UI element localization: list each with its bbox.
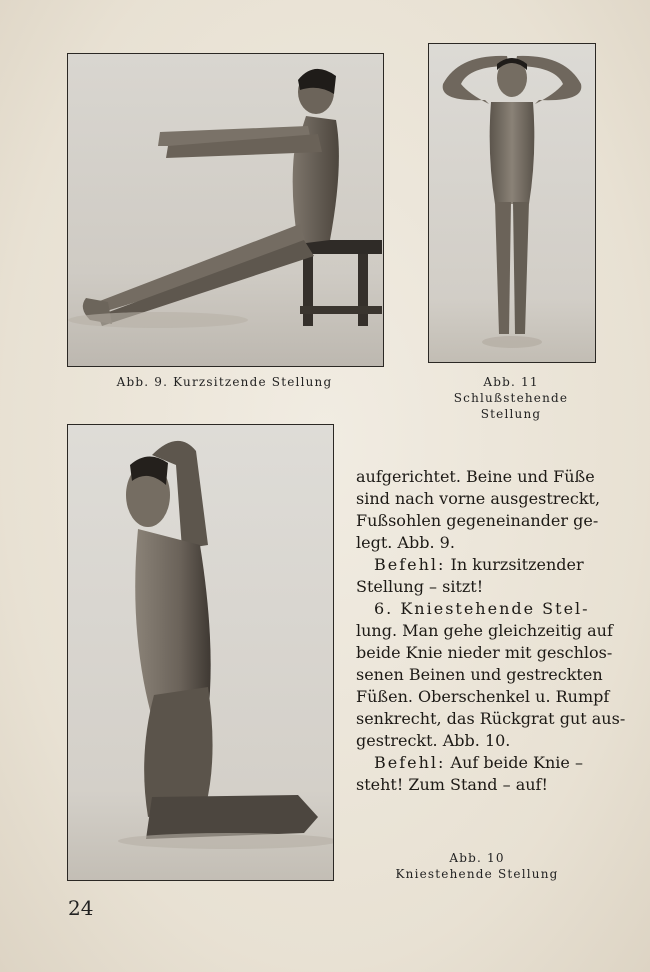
text-line: Fußsohlen gegeneinander ge-: [356, 511, 599, 530]
command2-line1: [356, 752, 596, 774]
command1-line2: Stellung – sitzt!: [356, 577, 484, 596]
text-line: lung. Man gehe gleichzeitig auf: [356, 621, 613, 640]
caption-fig11-line1: Abb. 11: [483, 375, 539, 389]
text-line: sind nach vorne ausgestreckt,: [356, 489, 601, 508]
text-line: beide Knie nieder mit geschlos-: [356, 643, 613, 662]
photo-fig10-image: [68, 425, 333, 880]
text-line: senen Beinen und gestreckten: [356, 665, 603, 684]
photo-fig11-standing: [428, 43, 596, 363]
caption-fig11: [428, 374, 594, 422]
command2-text: Auf beide Knie –: [450, 753, 583, 772]
caption-fig10: [368, 850, 586, 882]
caption-fig10-line1: Abb. 10: [449, 851, 505, 865]
caption-fig9: Abb. 9. Kurzsitzende Stellung: [116, 375, 333, 389]
command2-line2: steht! Zum Stand – auf!: [356, 775, 548, 794]
body-text: [356, 466, 626, 796]
command1-line1: [356, 554, 596, 576]
command2-label: Befehl:: [374, 753, 446, 772]
command1-label: Befehl:: [374, 555, 446, 574]
caption-fig11-line2: Schlußstehende: [453, 391, 569, 405]
section-heading: 6. Kniestehende Stel-: [374, 599, 590, 618]
text-line: senkrecht, das Rückgrat gut aus-: [356, 709, 626, 728]
photo-fig9-sitting: [67, 53, 384, 367]
text-line: Füßen. Oberschenkel u. Rumpf: [356, 687, 610, 706]
photo-fig10-kneeling: [67, 424, 334, 881]
page-number: 24: [68, 896, 94, 920]
text-line: gestreckt. Abb. 10.: [356, 731, 511, 750]
photo-fig9-image: [68, 54, 383, 366]
text-line: legt. Abb. 9.: [356, 533, 455, 552]
text-line: aufgerichtet. Beine und Füße: [356, 467, 595, 486]
caption-fig10-line2: Kniestehende Stellung: [395, 867, 559, 881]
command1-text: In kurzsitzender: [450, 555, 584, 574]
caption-fig11-line3: Stellung: [480, 407, 542, 421]
photo-fig11-image: [429, 44, 595, 362]
